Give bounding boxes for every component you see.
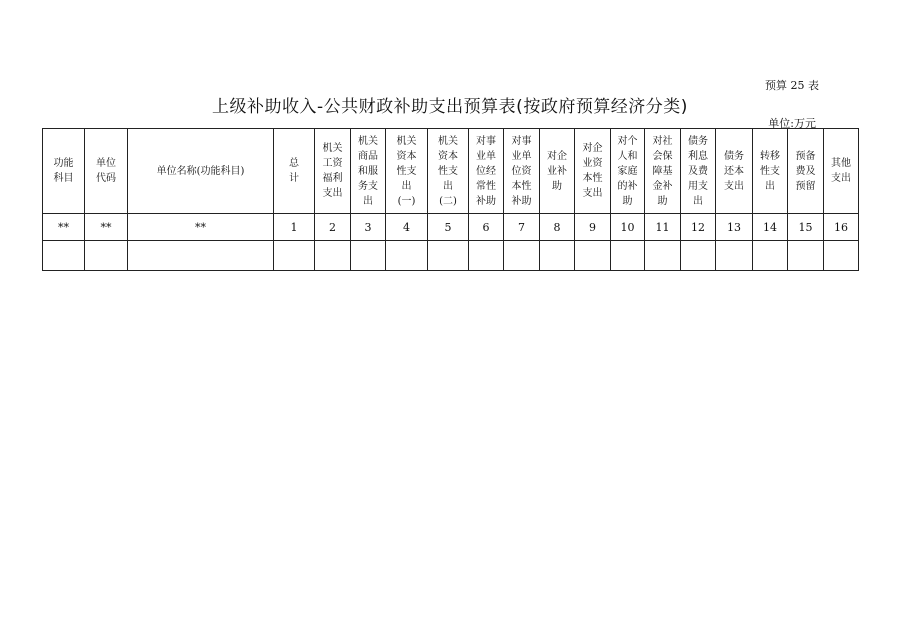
empty-cell xyxy=(315,241,351,271)
empty-cell xyxy=(428,241,469,271)
empty-cell xyxy=(469,241,504,271)
table-cell: 11 xyxy=(645,214,681,241)
empty-cell xyxy=(824,241,859,271)
table-cell: 5 xyxy=(428,214,469,241)
col-header-org-capital-1: 机关 资本 性支 出 (一) xyxy=(386,129,428,214)
empty-cell xyxy=(43,241,85,271)
col-header-org-capital-2: 机关 资本 性支 出 (二) xyxy=(428,129,469,214)
empty-cell xyxy=(386,241,428,271)
empty-cell xyxy=(540,241,575,271)
col-header-debt-principal: 债务 还本 支出 xyxy=(716,129,753,214)
table-cell: 3 xyxy=(351,214,386,241)
col-header-function-subject: 功能 科目 xyxy=(43,129,85,214)
table-cell: 12 xyxy=(681,214,716,241)
table-cell: 8 xyxy=(540,214,575,241)
page-title: 上级补助收入-公共财政补助支出预算表(按政府预算经济分类) xyxy=(212,97,688,117)
empty-cell xyxy=(611,241,645,271)
empty-data-row xyxy=(43,241,859,271)
table-cell: 7 xyxy=(504,214,540,241)
table-cell: ** xyxy=(43,214,85,241)
empty-cell xyxy=(788,241,824,271)
empty-cell xyxy=(681,241,716,271)
index-row xyxy=(43,214,859,241)
budget-table xyxy=(42,128,859,271)
table-cell: ** xyxy=(85,214,128,241)
col-header-enterprise-subsidy: 对企 业补 助 xyxy=(540,129,575,214)
empty-cell xyxy=(504,241,540,271)
empty-cell xyxy=(575,241,611,271)
table-cell: 2 xyxy=(315,214,351,241)
col-header-org-salary-welfare: 机关 工资 福利 支出 xyxy=(315,129,351,214)
col-header-unit-name: 单位名称(功能科目) xyxy=(128,129,274,214)
table-cell: 14 xyxy=(753,214,788,241)
col-header-debt-interest: 债务 利息 及费 用支 出 xyxy=(681,129,716,214)
table-cell: ** xyxy=(128,214,274,241)
table-cell: 4 xyxy=(386,214,428,241)
col-header-total: 总 计 xyxy=(274,129,315,214)
form-number: 预算 25 表 xyxy=(765,79,819,92)
col-header-social-security-subsidy: 对社 会保 障基 金补 助 xyxy=(645,129,681,214)
empty-cell xyxy=(128,241,274,271)
table-cell: 13 xyxy=(716,214,753,241)
col-header-institution-recurring-subsidy: 对事 业单 位经 常性 补助 xyxy=(469,129,504,214)
empty-cell xyxy=(274,241,315,271)
table-cell: 10 xyxy=(611,214,645,241)
empty-cell xyxy=(351,241,386,271)
col-header-org-goods-services: 机关 商品 和服 务支 出 xyxy=(351,129,386,214)
col-header-individual-family-subsidy: 对个 人和 家庭 的补 助 xyxy=(611,129,645,214)
table-cell: 1 xyxy=(274,214,315,241)
empty-cell xyxy=(645,241,681,271)
table-cell: 9 xyxy=(575,214,611,241)
empty-cell xyxy=(716,241,753,271)
header-row xyxy=(43,129,859,214)
unit-label: 单位:万元 xyxy=(768,117,816,130)
empty-cell xyxy=(753,241,788,271)
col-header-other: 其他 支出 xyxy=(824,129,859,214)
col-header-institution-capital-subsidy: 对事 业单 位资 本性 补助 xyxy=(504,129,540,214)
table-cell: 15 xyxy=(788,214,824,241)
table-cell: 6 xyxy=(469,214,504,241)
empty-cell xyxy=(85,241,128,271)
col-header-enterprise-capital: 对企 业资 本性 支出 xyxy=(575,129,611,214)
col-header-transfer: 转移 性支 出 xyxy=(753,129,788,214)
table-cell: 16 xyxy=(824,214,859,241)
col-header-reserve: 预备 费及 预留 xyxy=(788,129,824,214)
col-header-unit-code: 单位 代码 xyxy=(85,129,128,214)
